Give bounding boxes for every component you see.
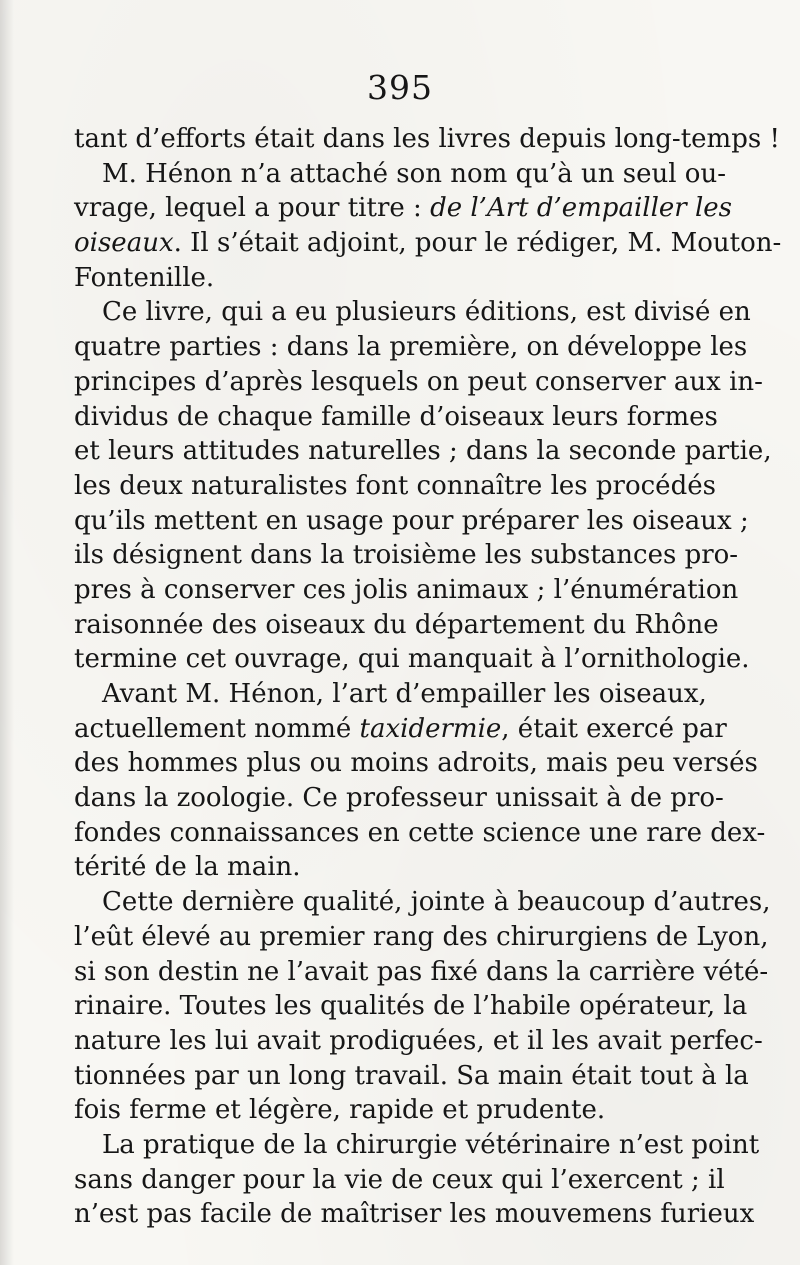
text-segment: , était exercé par <box>501 713 727 744</box>
text-line <box>74 746 758 781</box>
text-segment: tionnées par un long travail. Sa main était tout à la <box>74 1060 749 1091</box>
italic-text: de l’Art d’empailler les <box>430 193 733 224</box>
text-segment: Avant M. Hénon, l’art d’empailler les oiseaux, <box>102 679 707 709</box>
text-segment: fois ferme et légère, rapide et prudente. <box>74 1095 606 1126</box>
text-line <box>74 1163 725 1198</box>
text-line <box>74 261 706 296</box>
page-gutter-shadow <box>0 0 14 1265</box>
text-segment: quatre parties : dans la première, on développe les <box>74 332 748 363</box>
text-line <box>74 608 719 643</box>
text-segment: fondes connaissances en cette science une rare dex- <box>74 817 766 848</box>
text-segment: termine cet ouvrage, qui manquait à l’ornithologie. <box>74 644 750 675</box>
text-line <box>74 1128 760 1163</box>
body-text <box>74 122 782 1232</box>
text-line <box>74 677 706 712</box>
text-segment: et leurs attitudes naturelles ; dans la seconde partie, <box>74 436 772 467</box>
text-line <box>74 469 716 504</box>
text-segment: si son destin ne l’avait pas fixé dans la carrière vété- <box>74 956 769 987</box>
text-segment: pres à conserver ces jolis animaux ; l’énumération <box>74 574 739 605</box>
text-line <box>74 538 739 573</box>
text-line <box>74 885 771 920</box>
text-line <box>74 157 726 192</box>
text-segment: ils désignent dans la troisième les substances pro- <box>74 540 739 571</box>
text-segment: sans danger pour la vie de ceux qui l’exercent ; il <box>74 1164 725 1195</box>
text-line <box>74 573 739 608</box>
text-line <box>74 434 772 469</box>
text-line <box>74 330 748 365</box>
text-line <box>74 504 749 539</box>
text-line <box>74 850 706 885</box>
text-line <box>74 781 724 816</box>
text-line <box>74 642 750 677</box>
text-segment: M. Hénon n’a attaché son nom qu’à un seul ou- <box>102 158 726 189</box>
italic-text: taxidermie <box>359 713 502 744</box>
italic-text: oiseaux <box>74 228 174 259</box>
text-segment: La pratique de la chirurgie vétérinaire n’est point <box>102 1129 760 1160</box>
text-segment: tant d’efforts était dans les livres depuis long-temps ! <box>74 124 780 154</box>
text-segment: . Il s’était adjoint, pour le rédiger, M. Mouton- <box>173 228 782 259</box>
text-segment: des hommes plus ou moins adroits, mais peu versés <box>74 748 758 779</box>
text-line <box>74 365 763 400</box>
text-segment: raisonnée des oiseaux du département du Rhône <box>74 609 719 640</box>
text-line <box>74 400 718 435</box>
text-line <box>74 712 727 747</box>
text-line <box>74 1024 763 1059</box>
text-line <box>74 1093 706 1128</box>
text-line <box>74 295 751 330</box>
text-line <box>74 989 748 1024</box>
text-segment: actuellement nommé <box>74 713 360 744</box>
text-segment: dividus de chaque famille d’oiseaux leurs formes <box>74 401 718 432</box>
text-segment: Cette dernière qualité, jointe à beaucoup d’autres, <box>102 887 771 918</box>
text-segment: l’eût élevé au premier rang des chirurgiens de Lyon, <box>74 921 769 952</box>
text-line <box>74 191 733 226</box>
text-line <box>74 1059 749 1094</box>
text-line <box>74 226 782 261</box>
text-segment: Fontenille. <box>74 262 215 293</box>
text-line <box>74 1197 755 1232</box>
text-line <box>74 955 769 990</box>
text-segment: principes d’après lesquels on peut conserver aux in- <box>74 366 763 397</box>
text-segment: dans la zoologie. Ce professeur unissait à de pro- <box>74 783 724 814</box>
text-segment: nature les lui avait prodiguées, et il les avait perfec- <box>74 1025 763 1056</box>
text-segment: qu’ils mettent en usage pour préparer les oiseaux ; <box>74 505 749 536</box>
text-segment: les deux naturalistes font connaître les procédés <box>74 470 716 501</box>
text-segment: rinaire. Toutes les qualités de l’habile opérateur, la <box>74 991 748 1022</box>
text-segment: n’est pas facile de maîtriser les mouvemens furieux <box>74 1199 755 1230</box>
text-segment: Ce livre, qui a eu plusieurs éditions, est divisé en <box>102 297 751 328</box>
page-number: 395 <box>367 68 433 107</box>
text-line <box>74 920 769 955</box>
text-line <box>74 122 780 157</box>
text-line <box>74 816 766 851</box>
text-segment: térité de la main. <box>74 852 301 883</box>
text-segment: vrage, lequel a pour titre : <box>74 193 431 224</box>
